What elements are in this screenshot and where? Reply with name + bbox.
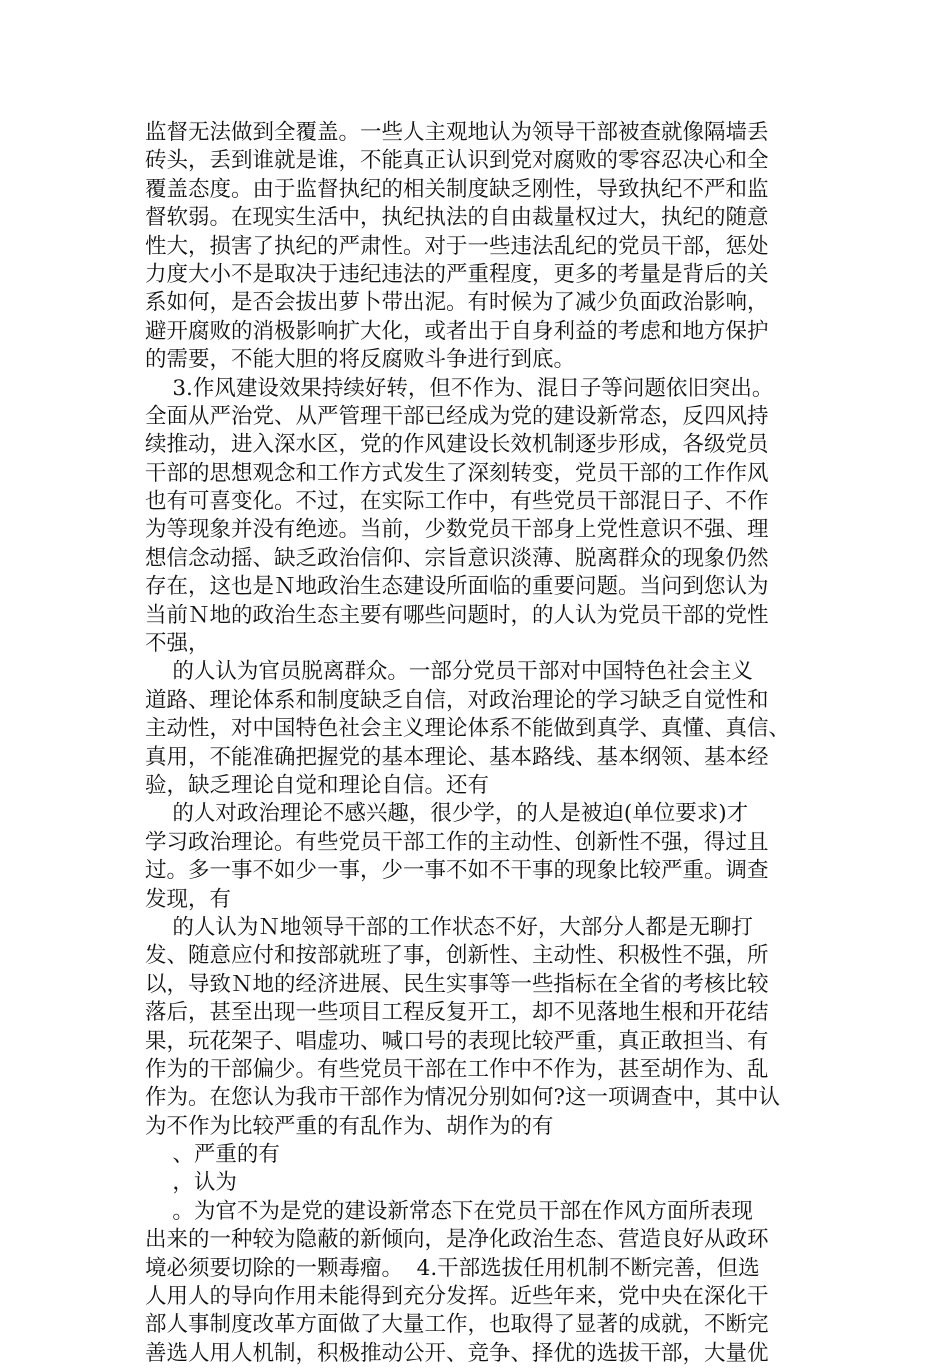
text-line: 3.作风建设效果持续好转，但不作为、混日子等问题依旧突出。	[145, 375, 774, 401]
text-line: 的需要，不能大胆的将反腐败斗争进行到底。	[145, 347, 576, 373]
text-line: 出来的一种较为隐蔽的新倾向，是净化政治生态、营造良好从政环	[145, 1227, 769, 1253]
text-line: 监督无法做到全覆盖。一些人主观地认为领导干部被查就像隔墙丢	[145, 120, 769, 145]
text-line: 境必须要切除的一颗毒瘤。 4.干部选拔任用机制不断完善，但选	[145, 1255, 760, 1281]
text-line: 的人认为Ｎ地领导干部的工作状态不好，大部分人都是无聊打	[145, 914, 753, 940]
text-line: 果，玩花架子、唱虚功、喊口号的表现比较严重，真正敢担当、有	[145, 1028, 769, 1054]
text-line: 想信念动摇、缺乏政治信仰、宗旨意识淡薄、脱离群众的现象仍然	[145, 545, 769, 571]
text-line: 砖头，丢到谁就是谁，不能真正认识到党对腐败的零容忍决心和全	[145, 148, 769, 174]
text-line: 真用，不能准确把握党的基本理论、基本路线、基本纲领、基本经	[145, 744, 769, 770]
text-line: 的人认为官员脱离群众。一部分党员干部对中国特色社会主义	[145, 659, 753, 685]
text-line: 避开腐败的消极影响扩大化，或者出于自身利益的考虑和地方保护	[145, 318, 769, 344]
text-line: 部人事制度改革方面做了大量工作，也取得了显著的成就，不断完	[145, 1312, 769, 1338]
text-line: 督软弱。在现实生活中，执纪执法的自由裁量权过大，执纪的随意	[145, 205, 769, 231]
text-line: 为等现象并没有绝迹。当前，少数党员干部身上党性意识不强、理	[145, 517, 769, 543]
text-line: 存在，这也是Ｎ地政治生态建设所面临的重要问题。当问到您认为	[145, 574, 769, 600]
text-line: 道路、理论体系和制度缺乏自信，对政治理论的学习缺乏自觉性和	[145, 687, 769, 713]
document-page	[145, 119, 835, 1368]
text-line: 主动性，对中国特色社会主义理论体系不能做到真学、真懂、真信、	[145, 716, 791, 742]
text-line: 发、随意应付和按部就班了事，创新性、主动性、积极性不强，所	[145, 943, 769, 969]
text-line: 干部的思想观念和工作方式发生了深刻转变，党员干部的工作作风	[145, 460, 769, 486]
text-line: 。为官不为是党的建设新常态下在党员干部在作风方面所表现	[145, 1198, 753, 1224]
text-line: 以，导致Ｎ地的经济进展、民生实事等一些指标在全省的考核比较	[145, 971, 769, 997]
text-line: 当前Ｎ地的政治生态主要有哪些问题时，的人认为党员干部的党性	[145, 602, 769, 628]
text-line: 不强，	[145, 631, 210, 657]
text-line: 覆盖态度。由于监督执纪的相关制度缺乏刚性，导致执纪不严和监	[145, 176, 769, 202]
text-line: 性大，损害了执纪的严肃性。对于一些违法乱纪的党员干部，惩处	[145, 233, 769, 259]
text-line: 、严重的有	[145, 1142, 280, 1168]
text-line: 为不作为比较严重的有乱作为、胡作为的有	[145, 1113, 554, 1139]
text-line: 验，缺乏理论自觉和理论自信。还有	[145, 772, 490, 798]
text-line: 善选人用人机制，积极推动公开、竞争、择优的选拔干部，大量优	[145, 1340, 769, 1366]
text-line: 系如何，是否会拔出萝卜带出泥。有时候为了减少负面政治影响，	[145, 290, 769, 316]
text-line: 作为。在您认为我市干部作为情况分别如何?这一项调查中，其中认	[145, 1085, 781, 1111]
text-line: 续推动，进入深水区，党的作风建设长效机制逐步形成，各级党员	[145, 432, 769, 458]
text-line: 落后，甚至出现一些项目工程反复开工，却不见落地生根和开花结	[145, 1000, 769, 1026]
text-line: 过。多一事不如少一事，少一事不如不干事的现象比较严重。调查	[145, 858, 769, 884]
text-line: 全面从严治党、从严管理干部已经成为党的建设新常态，反四风持	[145, 403, 769, 429]
text-line: 力度大小不是取决于违纪违法的严重程度，更多的考量是背后的关	[145, 261, 769, 287]
text-line: 学习政治理论。有些党员干部工作的主动性、创新性不强，得过且	[145, 829, 769, 855]
text-line: 人用人的导向作用未能得到充分发挥。近些年来，党中央在深化干	[145, 1284, 769, 1310]
text-line: 的人对政治理论不感兴趣，很少学，的人是被迫(单位要求)才	[145, 801, 749, 827]
text-line: 作为的干部偏少。有些党员干部在工作中不作为，甚至胡作为、乱	[145, 1056, 769, 1082]
text-line: 发现，有	[145, 886, 232, 912]
text-line: ，认为	[145, 1170, 237, 1196]
text-line: 也有可喜变化。不过，在实际工作中，有些党员干部混日子、不作	[145, 489, 769, 515]
